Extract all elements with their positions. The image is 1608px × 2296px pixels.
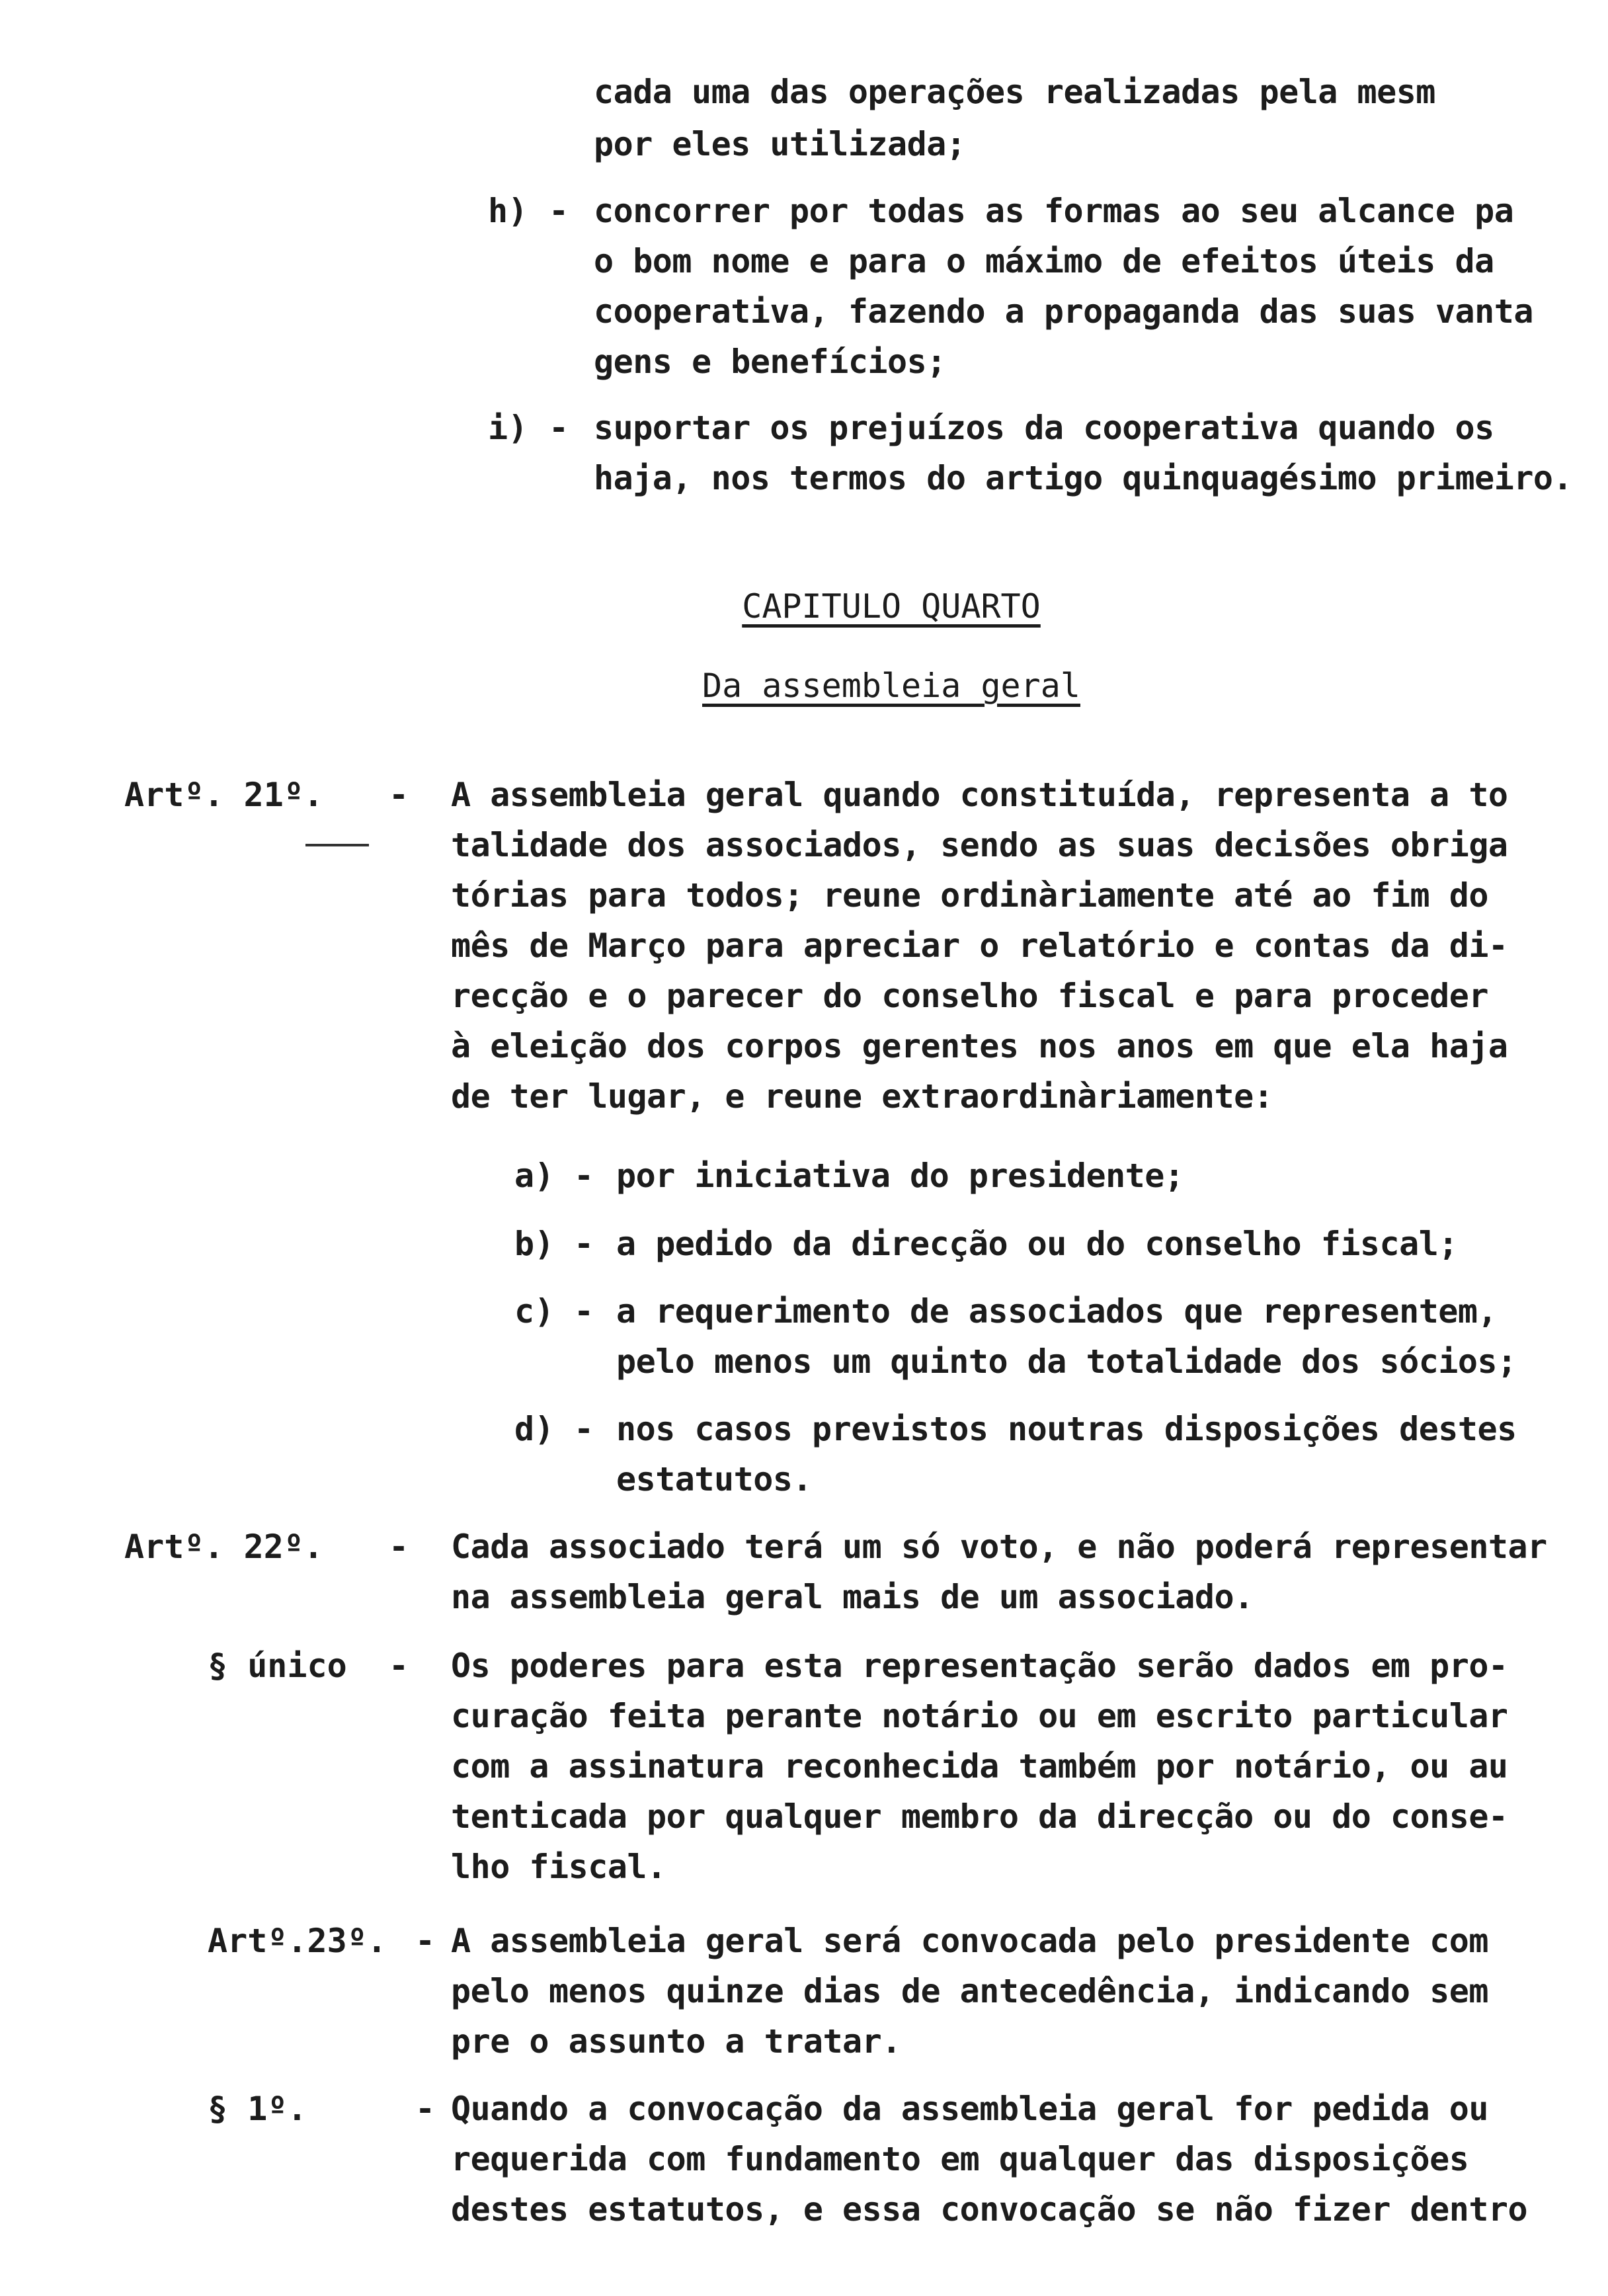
art23-p1-line-2: requerida com fundamento em qualquer das disposições bbox=[451, 2140, 1469, 2178]
art23-p1-dash: - bbox=[415, 2090, 436, 2128]
art21-item-c-line-1: a requerimento de associados que representem, bbox=[616, 1292, 1498, 1331]
art22-line-1: Cada associado terá um só voto, e não poderá representar bbox=[451, 1528, 1547, 1566]
art21-line-3: tórias para todos; reune ordinàriamente até ao fim do bbox=[451, 876, 1488, 915]
art22-label: Artº. 22º. bbox=[124, 1528, 324, 1566]
art23-label: Artº.23º. bbox=[208, 1922, 387, 1960]
art21-label: Artº. 21º. bbox=[124, 776, 324, 814]
art23-line-1: A assembleia geral será convocada pelo presidente com bbox=[451, 1922, 1488, 1960]
art22-unico-line-1: Os poderes para esta representação serão dados em pro- bbox=[451, 1647, 1508, 1685]
art23-line-2: pelo menos quinze dias de antecedência, indicando sem bbox=[451, 1972, 1488, 2010]
item-h-line-4: gens e benefícios; bbox=[594, 343, 946, 381]
art21-item-d-line-2: estatutos. bbox=[616, 1460, 813, 1498]
pen-mark bbox=[305, 844, 369, 846]
art21-item-d-label: d) bbox=[514, 1410, 555, 1448]
art22-unico-line-4: tenticada por qualquer membro da direcção ou do conse- bbox=[451, 1797, 1508, 1836]
art23-p1-line-1: Quando a convocação da assembleia geral for pedida ou bbox=[451, 2090, 1488, 2128]
art21-item-b-dash: - bbox=[574, 1225, 594, 1263]
art21-line-2: talidade dos associados, sendo as suas decisões obriga bbox=[451, 826, 1508, 864]
art21-item-a-label: a) bbox=[514, 1157, 555, 1195]
art22-unico-line-2: curação feita perante notário ou em escrito particular bbox=[451, 1697, 1508, 1735]
art23-line-3: pre o assunto a tratar. bbox=[451, 2022, 901, 2061]
item-i-line-2: haja, nos termos do artigo quinquagésimo primeiro. bbox=[594, 459, 1573, 497]
art21-item-b-label: b) bbox=[514, 1225, 555, 1263]
art21-line-6: à eleição dos corpos gerentes nos anos em que ela haja bbox=[451, 1027, 1508, 1065]
continuation-line-2: por eles utilizada; bbox=[594, 125, 966, 163]
art21-item-c-label: c) bbox=[514, 1292, 555, 1331]
art22-unico-label: § único bbox=[208, 1647, 347, 1685]
art22-unico-line-3: com a assinatura reconhecida também por notário, ou au bbox=[451, 1747, 1508, 1785]
art21-line-5: recção e o parecer do conselho fiscal e para proceder bbox=[451, 977, 1488, 1015]
art21-line-4: mês de Março para apreciar o relatório e contas da di- bbox=[451, 926, 1508, 965]
art21-item-a-line-1: por iniciativa do presidente; bbox=[616, 1157, 1184, 1195]
art22-dash: - bbox=[389, 1528, 409, 1566]
item-i-dash: - bbox=[549, 409, 569, 447]
continuation-line-1: cada uma das operações realizadas pela mesm bbox=[594, 73, 1435, 111]
art22-unico-dash: - bbox=[389, 1647, 409, 1685]
item-i-label: i) bbox=[488, 409, 528, 447]
art23-p1-line-3: destes estatutos, e essa convocação se não fizer dentro bbox=[451, 2190, 1528, 2229]
art21-item-c-line-2: pelo menos um quinto da totalidade dos sócios; bbox=[616, 1342, 1517, 1381]
item-h-label: h) bbox=[488, 192, 528, 230]
art23-p1-label: § 1º. bbox=[208, 2090, 307, 2128]
art22-unico-line-5: lho fiscal. bbox=[451, 1848, 666, 1886]
art21-item-d-dash: - bbox=[574, 1410, 594, 1448]
item-h-line-1: concorrer por todas as formas ao seu alcance pa bbox=[594, 192, 1514, 230]
art21-item-c-dash: - bbox=[574, 1292, 594, 1331]
item-h-line-2: o bom nome e para o máximo de efeitos úteis da bbox=[594, 242, 1494, 280]
item-h-line-3: cooperativa, fazendo a propaganda das suas vanta bbox=[594, 292, 1533, 331]
chapter-title: CAPITULO QUARTO bbox=[742, 587, 1041, 626]
art23-dash: - bbox=[415, 1922, 436, 1960]
art21-line-1: A assembleia geral quando constituída, representa a to bbox=[451, 776, 1508, 814]
art21-line-7: de ter lugar, e reune extraordinàriamente: bbox=[451, 1077, 1273, 1116]
art22-line-2: na assembleia geral mais de um associado. bbox=[451, 1578, 1254, 1616]
art21-item-d-line-1: nos casos previstos noutras disposições destes bbox=[616, 1410, 1517, 1448]
art21-dash: - bbox=[389, 776, 409, 814]
art21-item-b-line-1: a pedido da direcção ou do conselho fiscal; bbox=[616, 1225, 1458, 1263]
item-h-dash: - bbox=[549, 192, 569, 230]
art21-item-a-dash: - bbox=[574, 1157, 594, 1195]
chapter-subtitle: Da assembleia geral bbox=[702, 667, 1080, 705]
item-i-line-1: suportar os prejuízos da cooperativa quando os bbox=[594, 409, 1494, 447]
